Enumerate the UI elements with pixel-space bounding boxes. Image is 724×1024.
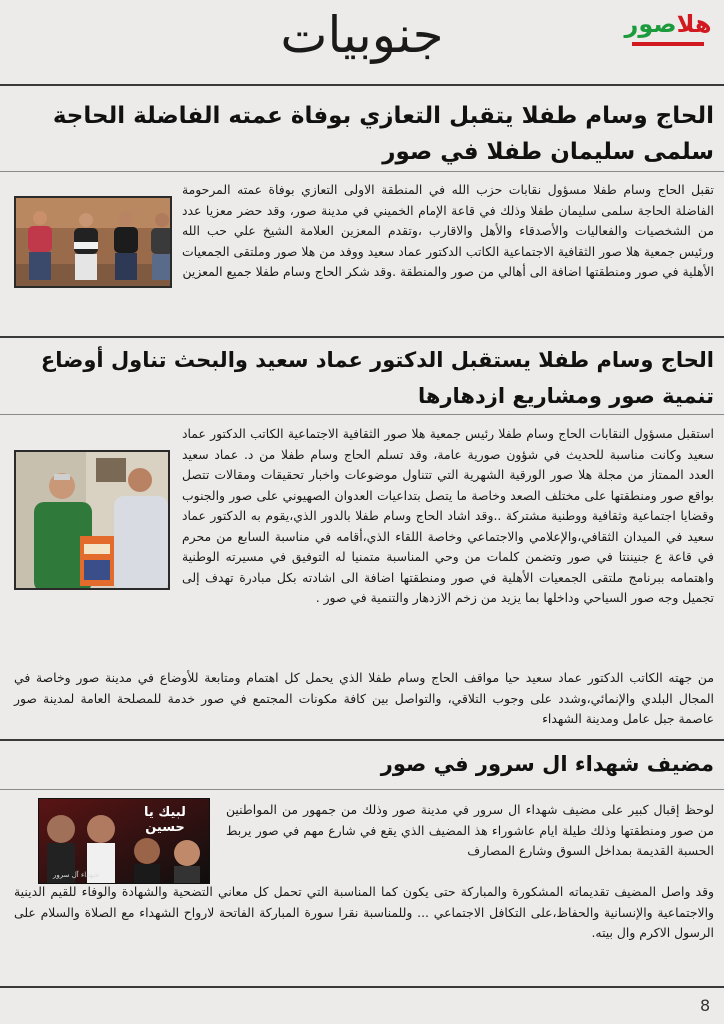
article-2-body: استقبل مسؤول النقابات الحاج وسام طفلا رئيس جمعية هلا صور الثقافية الاجتماعية الكاتب الدكتور عماد سعيد وكانت مناسبة للحديث في شؤون صورية عامة، وقد تسلم الحاج وسام طفلا من د. عماد سعيد العدد الممتاز من مجلة هلا صور الورقية الشهرية التي تتناول موضوعات واخبار تحقيقات ومقالات تتصل بواقع صور ومنطقتها على مختلف الصعد وخاصة ما يتصل بتداعيات العدوان الصهيوني على صور والجنوب وقضايا اجتماعية وثقافية ووطنية مشتركة ..وقد اشاد الحاج وسام طفلا بالدور الذي،يقوم به الدكتور عماد سعيد في الميدان الثقافي،والإعلامي والاجتماعي وخاصة اللقاء الذي،أقامه في مناسبة السابع من محرم في قاعة ع جنيننتا في صور وتضمن كلمات من وحي المناسبة متمنيا له التوفيق في مسيرته الوطنية واهتمامه ببرنامج ملتقى الجمعيات الأهلية في صور ومنطقتها اضافة الى اشادته بكل مبادرة تهدف إلى تجميل وجه صور السياحي وداخلها بما يزيد من زخم الازدهار والتنمية في صور . [182,426,714,605]
page-number: 8 [700,996,711,1015]
logo-underline [632,42,704,46]
article-2-end-divider [0,739,724,741]
footer-divider [0,986,724,988]
header-divider [0,84,724,86]
article-1-headline: الحاج وسام طفلا يتقبل التعازي بوفاة عمته الفاضلة الحاجة سلمى سليمان طفلا في صور [52,103,714,165]
meeting-photo-image [16,452,170,590]
article-2-body-continued: من جهته الكاتب الدكتور عماد سعيد حيا مواقف الحاج وسام طفلا الذي يحمل كل اهتمام ومتابعة للأوضاع في مدينة صور وخاصة في المجال البلدي والإنمائي،وشدد على وجوب التلاقي، والتواصل بين كافة مكونات المجتمع في صور خدمة للمصلحة العامة لمدينة صور عاصمة جبل عامل ومدينة الشهداء [14,670,714,726]
article-2-headline: الحاج وسام طفلا يستقبل الدكتور عماد سعيد والبحث تناول أوضاع تنمية صور ومشاريع ازدهارها [40,348,714,408]
condolence-photo-image [16,198,172,288]
poster-caption: شهداء آل سرور [53,871,99,879]
article-3-poster [38,798,210,884]
article-3-divider [0,789,724,790]
hala-sour-logo [618,10,718,50]
article-3-body: لوحظ إقبال كبير على مضيف شهداء ال سرور في مدينة صور وذلك من جمهور من المواطنين من صور ومنطقتها وذلك طيلة ايام عاشوراء هذ المضيف الذي يقع في شارع مهم في صور يربط الحسبة القديمة بمداخل السوق وشارع المصارف [226,802,714,858]
article-2-photo [14,450,170,590]
article-3-headline: مضيف شهداء ال سرور في صور [380,752,714,776]
section-title: جنوبيات [280,6,444,64]
article-3-body-continued: وقد واصل المضيف تقديماته المشكورة والمباركة حتى يكون كما المناسبة التي تحمل كل معاني التضحية والشهادة والوفاء للقيم الدينية والاجتماعية والإنسانية والحفاظ،على التكافل الاجتماعي ... وللمناسبة نقرا سورة المباركة الفاتحة لارواح الشهداء مع الصلاة والسلام على الرسول الاكرم وال بيته. [14,884,714,940]
article-2-divider [0,414,724,415]
article-1-end-divider [0,336,724,338]
article-1-body: تقبل الحاج وسام طفلا مسؤول نقابات حزب الله في المنطقة الاولى التعازي بوفاة عمته المرحومة الفاضلة الحاجة سلمى سليمان طفلا وذلك في قاعة الإمام الخميني في مدينة صور، وقد حضر معزيا عدد من الشخصيات والفعاليات والأصدقاء والأهل والاقارب ،وتقدم المعزين العلامة الشيخ علي حب الله ورئيس جمعية هلا صور الثقافية الاجتماعية الكاتب الدكتور عماد سعيد ووفد من هلا صور وملتقى الجمعيات الأهلية في صور ومنطقتها اضافة الى أهالي من صور والمنطقة .وقد شكر الحاج وسام طفلا جميع المعزين [182,182,714,279]
page-header [0,0,724,82]
poster-slogan: لبيك يا حسين [144,805,186,835]
article-1-photo [14,196,172,288]
logo-wordmark: هلاصور [624,10,712,38]
article-1-divider [0,171,724,172]
